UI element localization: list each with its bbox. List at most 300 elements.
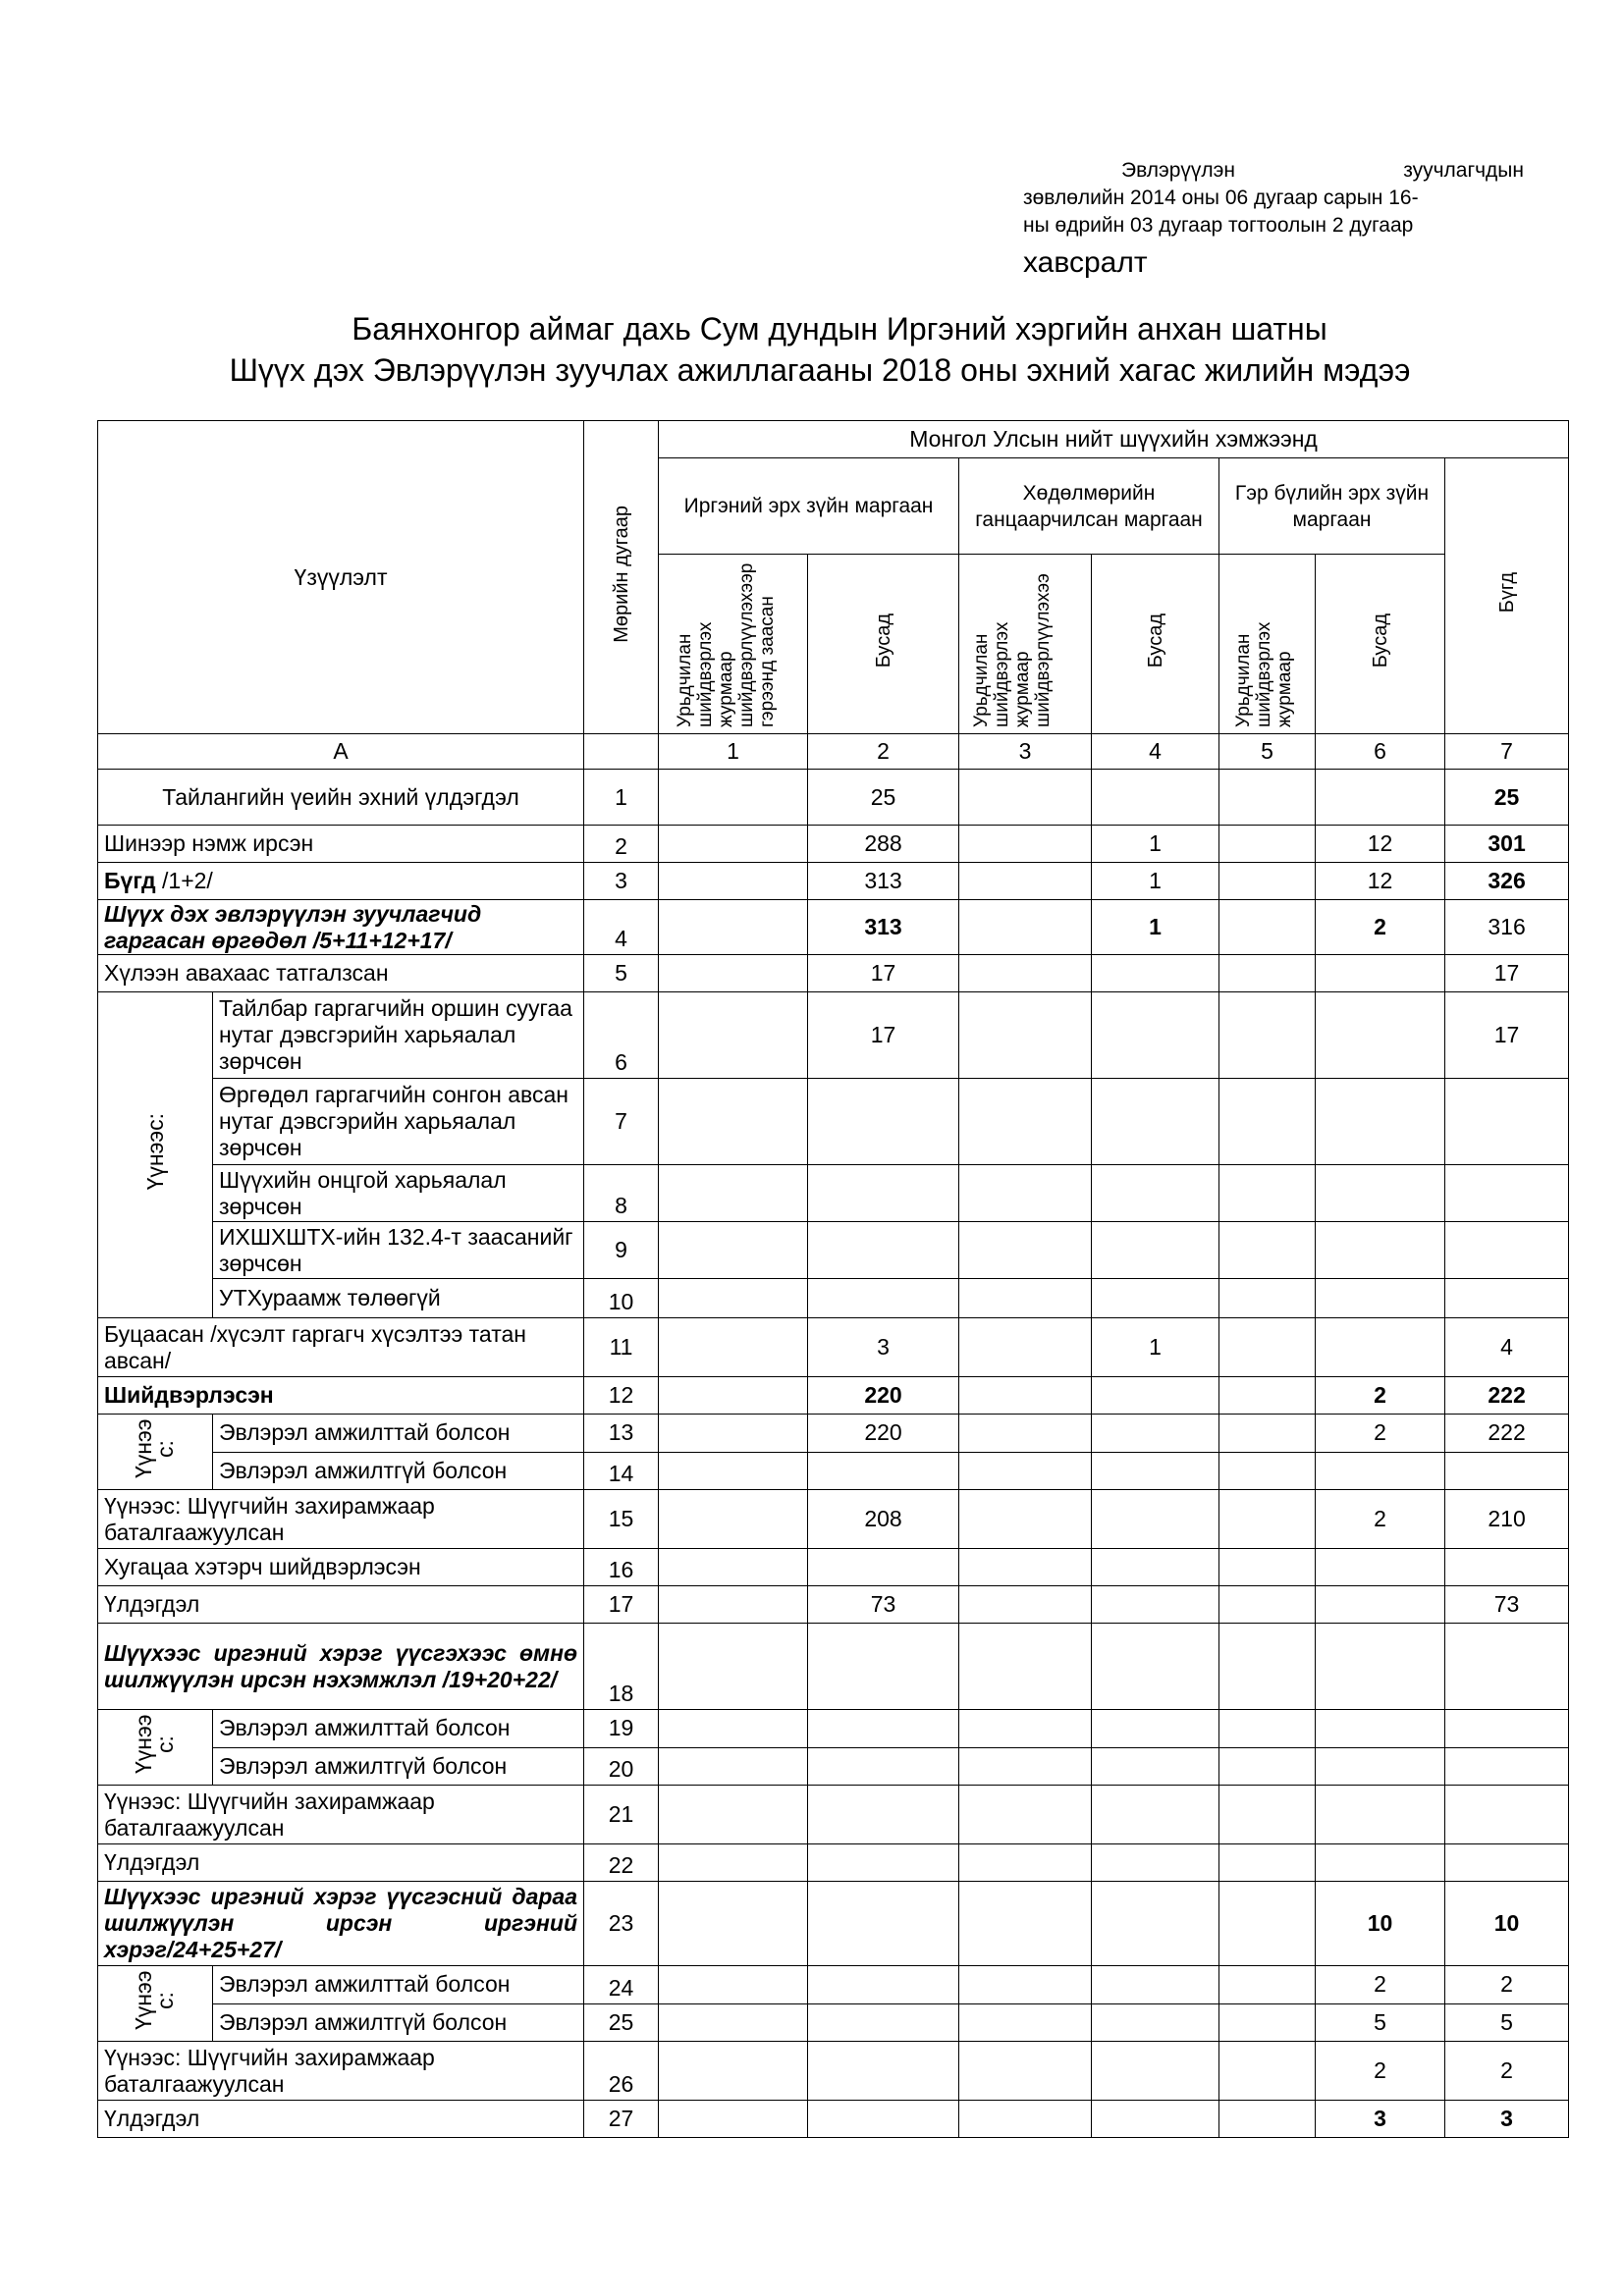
cell: 3: [1445, 2101, 1569, 2138]
index-cell: 5: [1219, 734, 1316, 770]
index-cell: [584, 734, 659, 770]
row-number: 12: [584, 1377, 659, 1415]
cell: [959, 900, 1092, 955]
cell: [808, 1279, 959, 1318]
cell: [1219, 1415, 1316, 1453]
cell: [959, 1549, 1092, 1586]
row-number: 5: [584, 955, 659, 992]
row-number: 3: [584, 863, 659, 900]
cell: [1316, 1747, 1445, 1786]
row-number: 11: [584, 1318, 659, 1377]
cell: [1092, 1624, 1219, 1710]
cell: [659, 1844, 808, 1882]
cell: 73: [1445, 1586, 1569, 1624]
row-label: Хугацаа хэтэрч шийдвэрлэсэн: [98, 1549, 584, 1586]
cell: [1092, 2101, 1219, 2138]
row-label: Хүлээн авахаас татгалзсан: [98, 955, 584, 992]
cell: [1445, 1079, 1569, 1165]
cell: [1219, 770, 1316, 826]
cell: 1: [1092, 826, 1219, 863]
cell: [1092, 1882, 1219, 1966]
row-number: 18: [584, 1624, 659, 1710]
table-row: [98, 1747, 1569, 1786]
table-header-row: [98, 421, 1569, 458]
cell: 17: [808, 992, 959, 1079]
cell: [659, 1490, 808, 1549]
row-label: Шүүхээс иргэний хэрэг үүсгэсний дараа шилжүүлэн ирсэн иргэний хэрэг/24+25+27/: [98, 1882, 584, 1966]
header-indicator: Үзүүлэлт: [98, 421, 584, 734]
cell: [959, 955, 1092, 992]
cell: [1316, 1318, 1445, 1377]
index-cell: 2: [808, 734, 959, 770]
cell: [1316, 1279, 1445, 1318]
table-row: [98, 2003, 1569, 2042]
cell: [1219, 1452, 1316, 1490]
cell: 10: [1445, 1882, 1569, 1966]
row-number: 21: [584, 1786, 659, 1844]
cell: [659, 1079, 808, 1165]
cell: [659, 1882, 808, 1966]
table-row: [98, 1490, 1569, 1549]
cell: [1445, 1165, 1569, 1222]
header-sub-3-text: Урьдчилан шийдвэрлэх журмаар шийдвэрлүүлэхээ: [971, 573, 1055, 727]
cell: [1092, 1452, 1219, 1490]
cell: [659, 1279, 808, 1318]
cell: [808, 1452, 959, 1490]
cell: 3: [808, 1318, 959, 1377]
cell: [1219, 1079, 1316, 1165]
cell: [959, 1415, 1092, 1453]
cell: [808, 1710, 959, 1748]
cell: [1092, 1222, 1219, 1279]
cell: [959, 1844, 1092, 1882]
cell: [808, 1549, 959, 1586]
table-row: [98, 955, 1569, 992]
header-sub-6-text: Бусад: [1369, 614, 1391, 668]
table-row: [98, 1710, 1569, 1748]
row-number: 9: [584, 1222, 659, 1279]
cell: [1092, 770, 1219, 826]
table-row: [98, 900, 1569, 955]
cell: [808, 2101, 959, 2138]
header-sub-3: [959, 555, 1092, 734]
cell: [959, 1222, 1092, 1279]
cell: [659, 1786, 808, 1844]
cell: [659, 1710, 808, 1748]
row-label: Шүүх дэх эвлэрүүлэн зуучлагчид гаргасан өргөдөл /5+11+12+17/: [98, 900, 584, 955]
cell: [959, 1079, 1092, 1165]
cell: [1092, 1586, 1219, 1624]
cell: [1219, 1710, 1316, 1748]
table-row: [98, 1318, 1569, 1377]
group-label-uunees: [98, 1710, 213, 1786]
cell: [959, 992, 1092, 1079]
cell: 10: [1316, 1882, 1445, 1966]
cell: [1092, 1415, 1219, 1453]
cell: [659, 826, 808, 863]
cell: [1219, 1786, 1316, 1844]
cell: [959, 1279, 1092, 1318]
row-label: Эвлэрэл амжилтгүй болсон: [213, 1747, 584, 1786]
cell: 208: [808, 1490, 959, 1549]
row-number: 13: [584, 1415, 659, 1453]
cell: [1219, 992, 1316, 1079]
row-label: Үүнээс: Шүүгчийн захирамжаар баталгаажуулсан: [98, 2042, 584, 2101]
cell: [959, 1747, 1092, 1786]
cell: [808, 2003, 959, 2042]
cell: 1: [1092, 1318, 1219, 1377]
row-number: 23: [584, 1882, 659, 1966]
annex-note-word-2: зуучлагчдын: [1403, 159, 1524, 182]
cell: [959, 1966, 1092, 2004]
cell: 1: [1092, 900, 1219, 955]
header-family-dispute: Гэр бүлийн эрх зүйн маргаан: [1219, 458, 1445, 555]
row-label: Буцаасан /хүсэлт гаргагч хүсэлтээ татан авсан/: [98, 1318, 584, 1377]
cell: [1092, 1079, 1219, 1165]
table-row: [98, 826, 1569, 863]
cell: [1219, 1549, 1316, 1586]
cell: 2: [1316, 2042, 1445, 2101]
cell: [1316, 1452, 1445, 1490]
cell: 2: [1316, 1490, 1445, 1549]
report-title-line-1: Баянхонгор аймаг дахь Сум дундын Иргэний хэргийн анхан шатны: [352, 311, 1327, 347]
table-row: [98, 1786, 1569, 1844]
row-label: Шийдвэрлэсэн: [98, 1377, 584, 1415]
cell: [1219, 826, 1316, 863]
row-number: 22: [584, 1844, 659, 1882]
row-label: Эвлэрэл амжилттай болсон: [213, 1710, 584, 1748]
table-row: [98, 1377, 1569, 1415]
cell: [1092, 1747, 1219, 1786]
cell: [808, 1165, 959, 1222]
annex-note-line-3: ны өдрийн 03 дугаар тогтоолын 2 дугаар: [1023, 214, 1414, 237]
cell: 288: [808, 826, 959, 863]
cell: [959, 1165, 1092, 1222]
cell: [1219, 1624, 1316, 1710]
cell: [1092, 1490, 1219, 1549]
cell: [1219, 1318, 1316, 1377]
cell: [1316, 1586, 1445, 1624]
annex-note-word-1: Эвлэрүүлэн: [1121, 159, 1235, 182]
header-civil-dispute: Иргэний эрх зүйн маргаан: [659, 458, 959, 555]
group-label-uunees: [98, 1966, 213, 2042]
cell: 2: [1316, 1415, 1445, 1453]
row-number: 2: [584, 826, 659, 863]
table-row: [98, 1966, 1569, 2004]
header-total-text: Бүгд: [1495, 572, 1518, 614]
cell: [1445, 1786, 1569, 1844]
cell: [1219, 955, 1316, 992]
cell: [959, 2003, 1092, 2042]
cell: [1316, 1222, 1445, 1279]
cell: [1092, 1279, 1219, 1318]
cell: 4: [1445, 1318, 1569, 1377]
cell: [1092, 992, 1219, 1079]
header-sub-6: [1316, 555, 1445, 734]
cell: [808, 1966, 959, 2004]
header-sub-5-text: Урьдчилан шийдвэрлэх журмаар: [1232, 621, 1295, 727]
table-row: [98, 770, 1569, 826]
cell: [808, 1079, 959, 1165]
cell: [808, 1222, 959, 1279]
table-row: [98, 1624, 1569, 1710]
row-label: Үлдэгдэл: [98, 1844, 584, 1882]
cell: [1316, 992, 1445, 1079]
table-row: [98, 1586, 1569, 1624]
table-row: [98, 1079, 1569, 1165]
cell: [1219, 1279, 1316, 1318]
row-label: Тайлангийн үеийн эхний үлдэгдэл: [98, 770, 584, 826]
cell: [1316, 1079, 1445, 1165]
row-label: Эвлэрэл амжилтгүй болсон: [213, 1452, 584, 1490]
cell: [659, 1415, 808, 1453]
cell: [659, 770, 808, 826]
cell: [1092, 1377, 1219, 1415]
cell: [659, 955, 808, 992]
cell: [959, 1710, 1092, 1748]
cell: [1316, 1165, 1445, 1222]
header-sub-1-text: Урьдчилан шийдвэрлэх журмаар шийдвэрлүүлэхээр гэрээнд заасан: [674, 562, 778, 727]
cell: [1219, 1966, 1316, 2004]
cell: [1316, 1786, 1445, 1844]
table-row: [98, 863, 1569, 900]
cell: [659, 1966, 808, 2004]
cell: 2: [1445, 2042, 1569, 2101]
cell: [659, 1624, 808, 1710]
row-label: Үлдэгдэл: [98, 2101, 584, 2138]
cell: [959, 2101, 1092, 2138]
row-number: 14: [584, 1452, 659, 1490]
cell: [1219, 1222, 1316, 1279]
row-label: Үүнээс: Шүүгчийн захирамжаар баталгаажуулсан: [98, 1490, 584, 1549]
group-label-text: Үүнээ с:: [131, 1418, 178, 1479]
cell: [659, 1747, 808, 1786]
cell: 17: [1445, 955, 1569, 992]
cell: [1092, 1966, 1219, 2004]
header-row-number-text: Мөрийн дугаар: [610, 506, 632, 643]
row-number: 27: [584, 2101, 659, 2138]
cell: [959, 1377, 1092, 1415]
table-row: [98, 2101, 1569, 2138]
cell: [1445, 1747, 1569, 1786]
cell: 222: [1445, 1415, 1569, 1453]
row-number: 20: [584, 1747, 659, 1786]
cell: [659, 1318, 808, 1377]
row-label: [98, 863, 584, 900]
report-table: [97, 420, 1569, 2138]
cell: 326: [1445, 863, 1569, 900]
group-label-text: Үүнээ с:: [131, 1714, 178, 1775]
cell: 17: [1445, 992, 1569, 1079]
index-cell: 1: [659, 734, 808, 770]
cell: [1219, 1490, 1316, 1549]
row-number: 26: [584, 2042, 659, 2101]
row-number: 7: [584, 1079, 659, 1165]
annex-note-line-2: зөвлөлийн 2014 оны 06 дугаар сарын 16-: [1023, 187, 1419, 209]
row-number: 6: [584, 992, 659, 1079]
cell: [1219, 2101, 1316, 2138]
table-row: [98, 1882, 1569, 1966]
cell: 12: [1316, 826, 1445, 863]
row-label: Эвлэрэл амжилттай болсон: [213, 1415, 584, 1453]
cell: [659, 900, 808, 955]
report-title: [88, 308, 1551, 391]
cell: [959, 2042, 1092, 2101]
cell: [1219, 2042, 1316, 2101]
cell: [959, 1318, 1092, 1377]
row-label-bold: Бүгд: [104, 868, 156, 893]
cell: 73: [808, 1586, 959, 1624]
index-cell: 7: [1445, 734, 1569, 770]
cell: [1316, 1624, 1445, 1710]
cell: [1092, 955, 1219, 992]
cell: [659, 2101, 808, 2138]
cell: 5: [1316, 2003, 1445, 2042]
row-label: Шүүхийн онцгой харьяалал зөрчсөн: [213, 1165, 584, 1222]
cell: 1: [1092, 863, 1219, 900]
cell: [959, 1882, 1092, 1966]
cell: [1219, 863, 1316, 900]
table-row: [98, 1222, 1569, 1279]
cell: [808, 1844, 959, 1882]
row-number: 16: [584, 1549, 659, 1586]
cell: [1219, 1747, 1316, 1786]
cell: [959, 1624, 1092, 1710]
annex-note: [1023, 157, 1524, 283]
index-row: [98, 734, 1569, 770]
index-cell: А: [98, 734, 584, 770]
cell: [659, 1549, 808, 1586]
cell: [808, 1882, 959, 1966]
cell: 301: [1445, 826, 1569, 863]
header-total: [1445, 458, 1569, 734]
row-number: 4: [584, 900, 659, 955]
row-label-rest: /1+2/: [155, 868, 213, 893]
cell: [959, 1586, 1092, 1624]
cell: [959, 1452, 1092, 1490]
row-number: 10: [584, 1279, 659, 1318]
row-label: Шүүхээс иргэний хэрэг үүсгэхээс өмнө шилжүүлэн ирсэн нэхэмжлэл /19+20+22/: [98, 1624, 584, 1710]
cell: [1219, 1377, 1316, 1415]
cell: [1316, 1549, 1445, 1586]
cell: [1092, 1549, 1219, 1586]
header-sub-2: [808, 555, 959, 734]
header-row-number: [584, 421, 659, 734]
row-label: Эвлэрэл амжилтгүй болсон: [213, 2003, 584, 2042]
cell: [1445, 1452, 1569, 1490]
row-label: Тайлбар гаргагчийн оршин суугаа нутаг дэвсгэрийн харьяалал зөрчсөн: [213, 992, 584, 1079]
row-number: 17: [584, 1586, 659, 1624]
annex-note-title: хавсралт: [1023, 246, 1148, 279]
cell: [1219, 1882, 1316, 1966]
table-row: [98, 2042, 1569, 2101]
cell: [1092, 1844, 1219, 1882]
cell: [659, 992, 808, 1079]
row-label: Үлдэгдэл: [98, 1586, 584, 1624]
cell: [808, 1624, 959, 1710]
cell: [1445, 1549, 1569, 1586]
cell: 220: [808, 1377, 959, 1415]
row-number: 24: [584, 1966, 659, 2004]
header-labor-dispute: Хөдөлмөрийн ганцаарчилсан маргаан: [959, 458, 1219, 555]
header-sub-1: [659, 555, 808, 734]
row-label: Үүнээс: Шүүгчийн захирамжаар баталгаажуулсан: [98, 1786, 584, 1844]
cell: 12: [1316, 863, 1445, 900]
cell: [1219, 1165, 1316, 1222]
cell: 210: [1445, 1490, 1569, 1549]
cell: [659, 2042, 808, 2101]
cell: [1092, 1710, 1219, 1748]
header-sub-2-text: Бусад: [872, 614, 894, 668]
cell: [1445, 1844, 1569, 1882]
cell: [808, 1747, 959, 1786]
cell: [659, 1165, 808, 1222]
row-label: Өргөдөл гаргагчийн сонгон авсан нутаг дэвсгэрийн харьяалал зөрчсөн: [213, 1079, 584, 1165]
table-row: [98, 1165, 1569, 1222]
table-row: [98, 1279, 1569, 1318]
cell: [1092, 2003, 1219, 2042]
cell: [1219, 900, 1316, 955]
cell: 2: [1316, 900, 1445, 955]
cell: [959, 1786, 1092, 1844]
row-number: 25: [584, 2003, 659, 2042]
header-court-total: Монгол Улсын нийт шүүхийн хэмжээнд: [659, 421, 1569, 458]
cell: [1316, 955, 1445, 992]
cell: [1092, 1165, 1219, 1222]
cell: [659, 1377, 808, 1415]
table-row: [98, 1549, 1569, 1586]
cell: [1316, 770, 1445, 826]
report-title-line-2: Шүүх дэх Эвлэрүүлэн зуучлах ажиллагааны 2018 оны эхний хагас жилийн мэдээ: [229, 352, 1411, 388]
cell: [808, 1786, 959, 1844]
row-number: 15: [584, 1490, 659, 1549]
row-label: Шинээр нэмж ирсэн: [98, 826, 584, 863]
row-number: 19: [584, 1710, 659, 1748]
cell: [959, 826, 1092, 863]
cell: [1445, 1624, 1569, 1710]
cell: [1092, 2042, 1219, 2101]
cell: [1445, 1710, 1569, 1748]
cell: 2: [1316, 1377, 1445, 1415]
cell: 316: [1445, 900, 1569, 955]
row-number: 1: [584, 770, 659, 826]
header-sub-4-text: Бусад: [1144, 614, 1166, 668]
cell: [959, 1490, 1092, 1549]
cell: [1445, 1279, 1569, 1318]
row-number: 8: [584, 1165, 659, 1222]
cell: [1092, 1786, 1219, 1844]
table-row: [98, 1452, 1569, 1490]
header-sub-5: [1219, 555, 1316, 734]
cell: [659, 863, 808, 900]
group-label-text: Үүнээс:: [142, 1113, 168, 1191]
table-row: [98, 992, 1569, 1079]
cell: [1219, 1586, 1316, 1624]
cell: [659, 2003, 808, 2042]
cell: [659, 1452, 808, 1490]
cell: 2: [1445, 1966, 1569, 2004]
index-cell: 4: [1092, 734, 1219, 770]
cell: 313: [808, 900, 959, 955]
cell: [1219, 1844, 1316, 1882]
cell: 222: [1445, 1377, 1569, 1415]
cell: [1316, 1844, 1445, 1882]
row-label: УТХураамж төлөөгүй: [213, 1279, 584, 1318]
cell: 2: [1316, 1966, 1445, 2004]
index-cell: 3: [959, 734, 1092, 770]
table-row: [98, 1415, 1569, 1453]
cell: 17: [808, 955, 959, 992]
